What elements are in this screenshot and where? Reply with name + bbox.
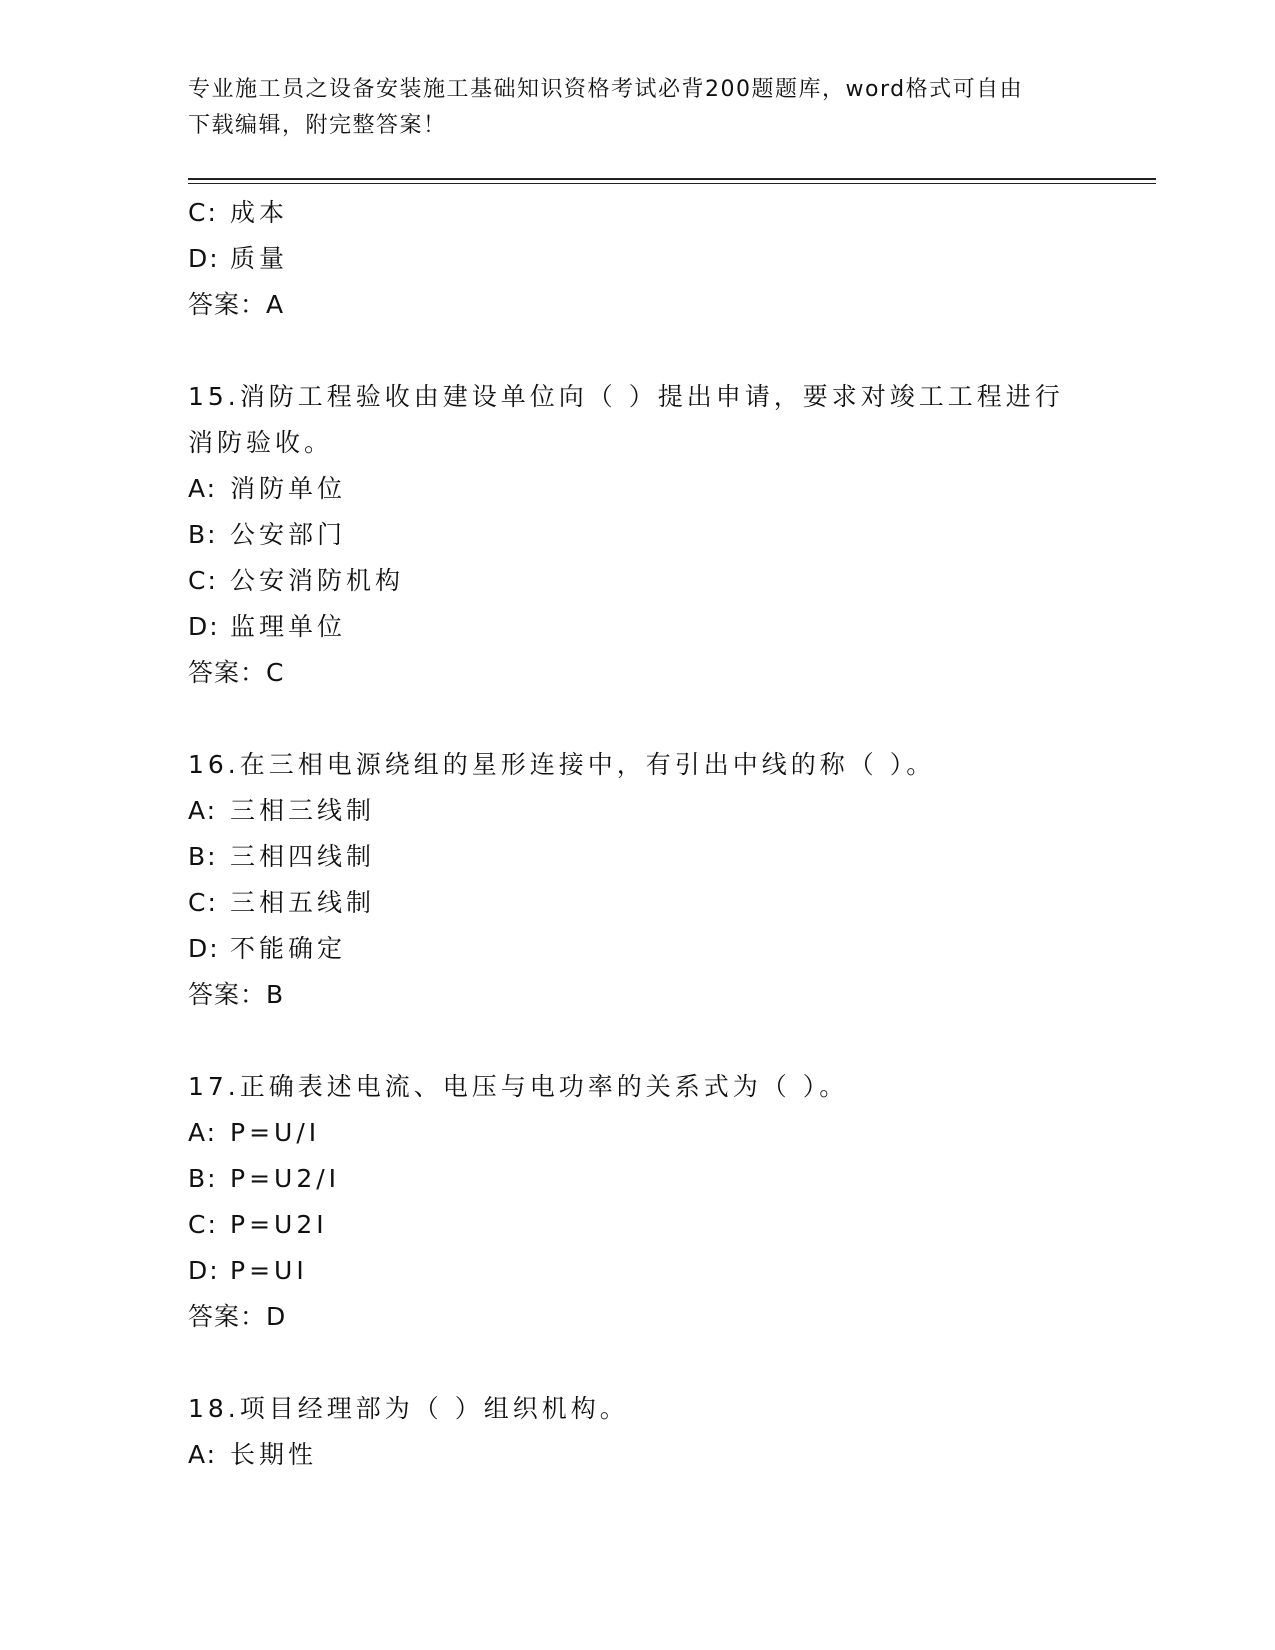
option-text: 公安部门 [230,520,347,549]
option-label: C: [188,198,218,227]
option-label: D: [188,934,220,963]
spacer [188,696,1088,742]
question-16 [188,742,1088,1018]
option-text: P=U2/I [230,1164,341,1193]
option-a [188,466,1088,512]
document-header [188,72,1068,144]
option-label: D: [188,612,220,641]
option-a [188,788,1088,834]
option-label: C: [188,1210,218,1239]
question-stem-continued: 消防验收。 [188,428,334,457]
option-d [188,926,1088,972]
option-text: 三相四线制 [230,842,376,871]
header-title-line-2: 下载编辑，附完整答案！ [188,113,447,138]
option-text: P=U2I [230,1210,328,1239]
option-text: 不能确定 [230,934,347,963]
header-divider-thick [188,178,1156,180]
option-c [188,880,1088,926]
option-label: A: [188,796,218,825]
question-list [188,190,1088,1478]
option-d [188,236,1088,282]
option-label: B: [188,842,218,871]
option-text: 监理单位 [230,612,347,641]
option-text: P=UI [230,1256,308,1285]
option-d [188,604,1088,650]
question-stem: 16.在三相电源绕组的星形连接中，有引出中线的称（ ）。 [188,750,936,779]
question-18 [188,1386,1088,1478]
option-c [188,190,1088,236]
option-d [188,1248,1088,1294]
option-text: 三相五线制 [230,888,376,917]
option-label: B: [188,1164,218,1193]
spacer [188,1018,1088,1064]
option-text: 公安消防机构 [230,566,405,595]
option-label: A: [188,1118,218,1147]
option-label: A: [188,1440,218,1469]
option-text: 成本 [230,198,289,227]
option-label: B: [188,520,218,549]
question-stem: 18.项目经理部为（ ）组织机构。 [188,1394,629,1423]
option-label: D: [188,244,220,273]
option-text: 质量 [230,244,289,273]
answer-line: 答案：B [188,980,285,1009]
option-text: 消防单位 [230,474,347,503]
option-b [188,512,1088,558]
answer-line: 答案：D [188,1302,287,1331]
answer-line: 答案：C [188,658,285,687]
option-a [188,1110,1088,1156]
option-label: C: [188,566,218,595]
option-c [188,1202,1088,1248]
question-stem: 17.正确表述电流、电压与电功率的关系式为（ ）。 [188,1072,849,1101]
question-17 [188,1064,1088,1340]
option-label: D: [188,1256,220,1285]
option-text: 三相三线制 [230,796,376,825]
option-text: 长期性 [230,1440,318,1469]
option-text: P=U/I [230,1118,321,1147]
option-b [188,1156,1088,1202]
header-divider-thin [188,183,1156,184]
question-stem: 15.消防工程验收由建设单位向（ ）提出申请，要求对竣工工程进行 [188,382,1064,411]
option-c [188,558,1088,604]
option-a [188,1432,1088,1478]
question-14-tail [188,190,1088,328]
header-title-line-1: 专业施工员之设备安装施工基础知识资格考试必背200题题库，word格式可自由 [188,77,1024,102]
option-label: A: [188,474,218,503]
spacer [188,328,1088,374]
option-label: C: [188,888,218,917]
question-15 [188,374,1088,696]
answer-line: 答案：A [188,290,285,319]
option-b [188,834,1088,880]
spacer [188,1340,1088,1386]
